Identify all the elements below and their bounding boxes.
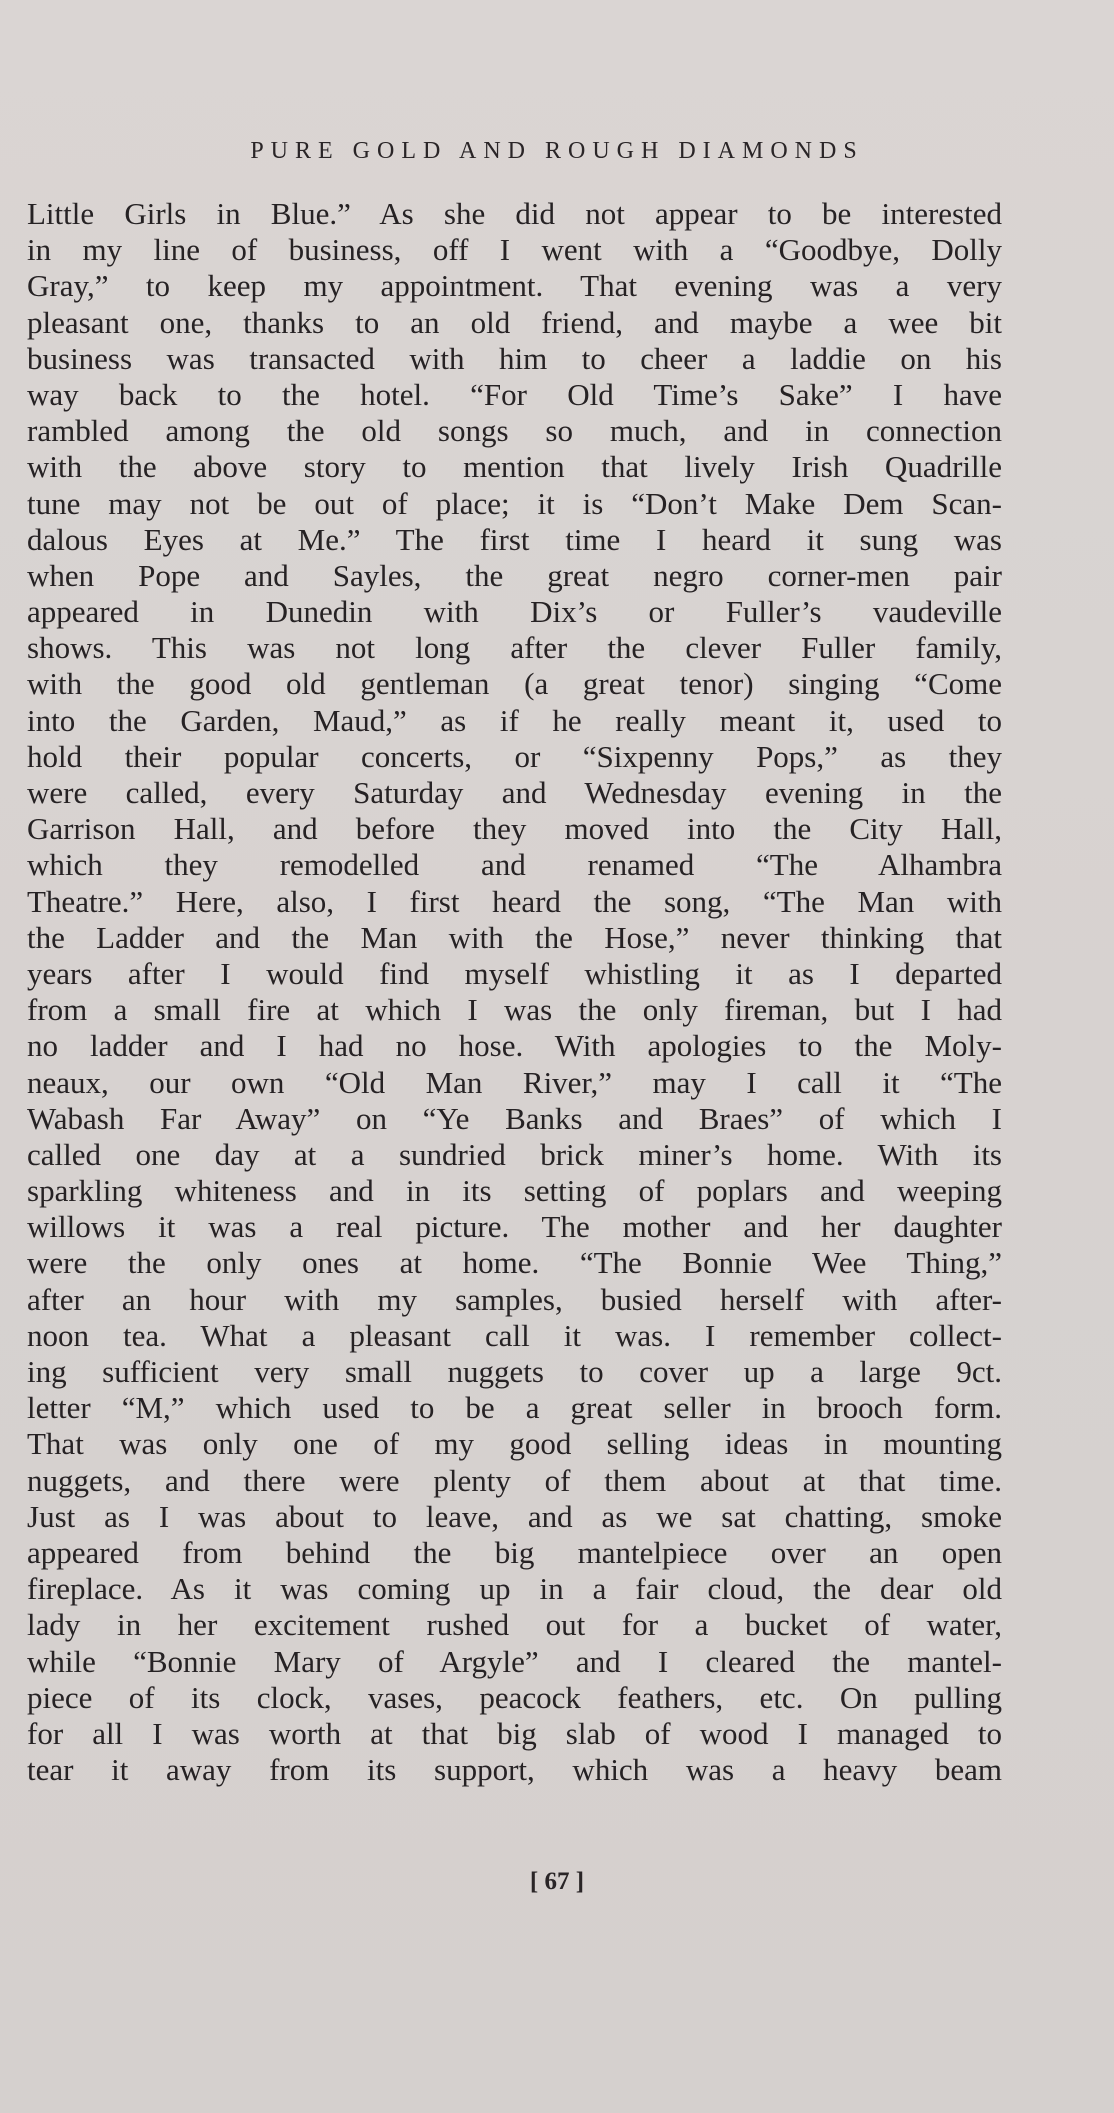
text-line: appeared from behind the big mantelpiece over an open [27, 1534, 1002, 1570]
text-line: dalous Eyes at Me.” The first time I heard it sung was [27, 521, 1002, 557]
text-line: way back to the hotel. “For Old Time’s Sake” I have [27, 376, 1002, 412]
text-line: while “Bonnie Mary of Argyle” and I cleared the mantel- [27, 1643, 1002, 1679]
text-line: Garrison Hall, and before they moved into the City Hall, [27, 811, 1002, 847]
text-line: from a small fire at which I was the only fireman, but I had [27, 992, 1002, 1028]
text-line: noon tea. What a pleasant call it was. I remember collect- [27, 1317, 1002, 1353]
text-line: Wabash Far Away” on “Ye Banks and Braes” of which I [27, 1100, 1002, 1136]
text-line: called one day at a sundried brick miner’s home. With its [27, 1136, 1002, 1172]
text-line: hold their popular concerts, or “Sixpenny Pops,” as they [27, 738, 1002, 774]
body-text [27, 196, 1002, 1788]
text-line: willows it was a real picture. The mother and her daughter [27, 1209, 1002, 1245]
text-line: tear it away from its support, which was a heavy beam [27, 1752, 1002, 1788]
text-line: rambled among the old songs so much, and in connection [27, 413, 1002, 449]
text-line: neaux, our own “Old Man River,” may I call it “The [27, 1064, 1002, 1100]
text-line: letter “M,” which used to be a great seller in brooch form. [27, 1390, 1002, 1426]
text-line: Little Girls in Blue.” As she did not appear to be interested [27, 196, 1002, 231]
text-line: business was transacted with him to cheer a laddie on his [27, 340, 1002, 376]
text-line: Gray,” to keep my appointment. That evening was a very [27, 268, 1002, 304]
text-line: years after I would find myself whistling it as I departed [27, 955, 1002, 991]
text-line: for all I was worth at that big slab of wood I managed to [27, 1715, 1002, 1751]
text-line: pleasant one, thanks to an old friend, and maybe a wee bit [27, 304, 1002, 340]
text-line: were called, every Saturday and Wednesday evening in the [27, 775, 1002, 810]
text-line: with the good old gentleman (a great tenor) singing “Come [27, 666, 1002, 702]
text-line: appeared in Dunedin with Dix’s or Fuller’s vaudeville [27, 594, 1002, 630]
text-line: Just as I was about to leave, and as we sat chatting, smoke [27, 1498, 1002, 1534]
text-line: when Pope and Sayles, the great negro corner-men pair [27, 557, 1002, 593]
text-line: in my line of business, off I went with a “Goodbye, Dolly [27, 232, 1002, 268]
text-line: lady in her excitement rushed out for a bucket of water, [27, 1607, 1002, 1643]
text-line: sparkling whiteness and in its setting of poplars and weeping [27, 1173, 1002, 1209]
text-line: fireplace. As it was coming up in a fair cloud, the dear old [27, 1571, 1002, 1607]
text-line: after an hour with my samples, busied herself with after- [27, 1281, 1002, 1317]
text-line: no ladder and I had no hose. With apologies to the Moly- [27, 1028, 1002, 1064]
text-line: with the above story to mention that lively Irish Quadrille [27, 449, 1002, 485]
text-line: That was only one of my good selling ideas in mounting [27, 1426, 1002, 1462]
text-line: the Ladder and the Man with the Hose,” never thinking that [27, 919, 1002, 955]
text-line: tune may not be out of place; it is “Don’t Make Dem Scan- [27, 485, 1002, 521]
text-line: nuggets, and there were plenty of them about at that time. [27, 1462, 1002, 1498]
text-line: into the Garden, Maud,” as if he really meant it, used to [27, 702, 1002, 738]
text-line: shows. This was not long after the clever Fuller family, [27, 630, 1002, 666]
text-line: Theatre.” Here, also, I first heard the song, “The Man with [27, 883, 1002, 919]
text-line: piece of its clock, vases, peacock feathers, etc. On pulling [27, 1679, 1002, 1715]
running-head: PURE GOLD AND ROUGH DIAMONDS [250, 138, 864, 164]
text-line: which they remodelled and renamed “The Alhambra [27, 847, 1002, 883]
text-line: were the only ones at home. “The Bonnie Wee Thing,” [27, 1245, 1002, 1281]
text-line: ing sufficient very small nuggets to cover up a large 9ct. [27, 1354, 1002, 1389]
page-number: [ 67 ] [529, 1868, 585, 1895]
